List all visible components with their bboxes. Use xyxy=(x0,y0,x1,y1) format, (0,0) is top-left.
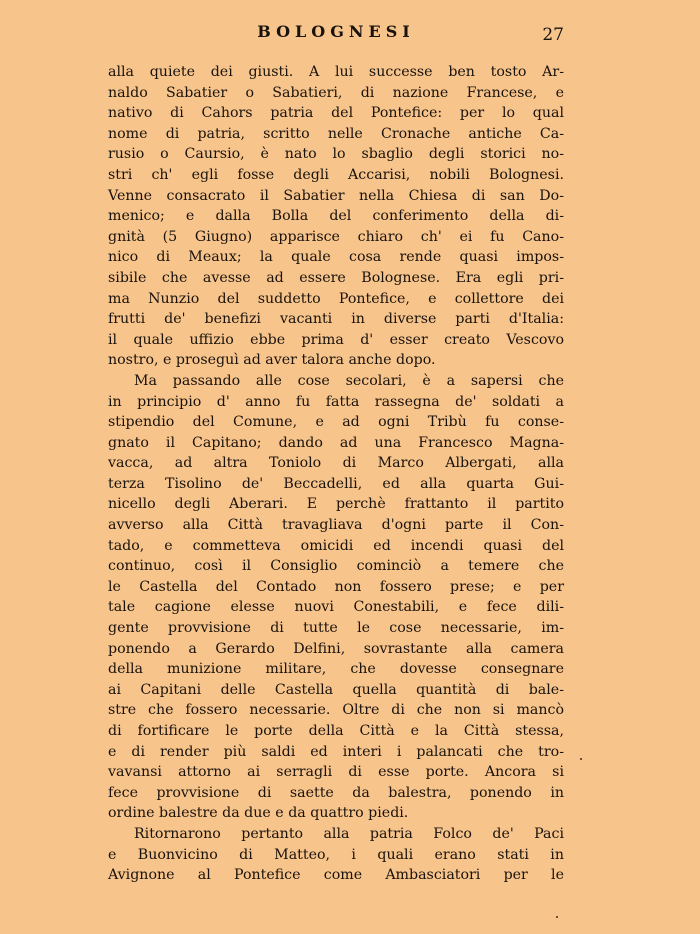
text-line: nostro, e proseguì ad aver talora anche dopo. xyxy=(108,352,436,369)
text-line: alla quiete dei giusti. A lui successe ben tosto Ar- xyxy=(108,64,564,80)
running-title: BOLOGNESI xyxy=(257,22,415,41)
text-line: nome di patria, scritto nelle Cronache antiche Ca- xyxy=(108,125,564,142)
text-line: Ritornarono pertanto alla patria Folco de' Paci xyxy=(134,825,564,842)
text-line: ordine balestre da due e da quattro piedi. xyxy=(108,805,409,822)
text-line: e di render più saldi ed interi i palancati che tro- xyxy=(108,743,564,760)
ink-speck xyxy=(556,916,558,918)
text-line: vavansi attorno ai serragli di esse porte. Ancora si xyxy=(108,764,564,781)
text-line: frutti de' benefizi vacanti in diverse parti d'Italia: xyxy=(108,311,564,328)
running-head xyxy=(108,22,564,44)
text-line: vacca, ad altra Toniolo di Marco Albergati, alla xyxy=(108,455,564,472)
text-line: ai Capitani delle Castella quella quantità di bale- xyxy=(108,681,564,698)
text-line: stipendio del Comune, e ad ogni Tribù fu conse- xyxy=(108,414,564,431)
text-line: le Castella del Contado non fossero prese; e per xyxy=(108,578,564,595)
text-line: ma Nunzio del suddetto Pontefice, e collettore dei xyxy=(108,290,564,307)
text-line: tale cagione elesse nuovi Conestabili, e fece dili- xyxy=(108,599,564,616)
text-line: fece provvisione di saette da balestra, ponendo in xyxy=(108,784,564,801)
text-line: e Buonvicino di Matteo, i quali erano stati in xyxy=(108,846,564,863)
text-line: stri ch' egli fosse degli Accarisi, nobili Bolognesi. xyxy=(108,166,564,183)
text-line: naldo Sabatier o Sabatieri, di nazione Francese, e xyxy=(108,84,564,101)
text-line: continuo, così il Consiglio cominciò a temere che xyxy=(108,558,564,575)
text-line: menico; e dalla Bolla del conferimento della di- xyxy=(108,208,564,225)
page-number: 27 xyxy=(542,25,564,45)
text-line: terza Tisolino de' Beccadelli, ed alla quarta Gui- xyxy=(108,475,564,492)
text-line: avverso alla Città travagliava d'ogni parte il Con- xyxy=(108,517,564,534)
text-line: gnato il Capitano; dando ad una Francesco Magna- xyxy=(108,434,564,451)
text-line: rusio o Caursio, è nato lo sbaglio degli storici no- xyxy=(108,146,564,163)
body-text xyxy=(108,62,564,886)
text-line: tado, e commetteva omicidi ed incendi quasi del xyxy=(108,537,564,554)
paragraph xyxy=(108,371,564,824)
text-line: Ma passando alle cose secolari, è a sapersi che xyxy=(134,372,564,389)
text-line: nico di Meaux; la quale cosa rende quasi impos- xyxy=(108,249,564,266)
text-line: stre che fossero necessarie. Oltre di che non si mancò xyxy=(108,702,564,719)
text-line: di fortificare le porte della Città e la Città stessa, xyxy=(108,723,564,739)
text-line: gente provvisione di tutte le cose necessarie, im- xyxy=(108,620,564,637)
text-line: ponendo a Gerardo Delfini, sovrastante alla camera xyxy=(108,640,564,657)
text-line: della munizione militare, che dovesse consegnare xyxy=(108,661,564,678)
text-line: sibile che avesse ad essere Bolognese. Era egli pri- xyxy=(108,269,564,286)
text-line: il quale uffizio ebbe prima d' esser creato Vescovo xyxy=(108,331,564,348)
paragraph xyxy=(108,824,564,886)
text-line: Avignone al Pontefice come Ambasciatori per le xyxy=(108,867,564,884)
paragraph xyxy=(108,62,564,371)
text-line: nativo di Cahors patria del Pontefice: per lo qual xyxy=(108,105,564,122)
text-line: Venne consacrato il Sabatier nella Chiesa di san Do- xyxy=(108,187,564,204)
ink-speck xyxy=(580,758,582,760)
text-line: nicello degli Aberari. E perchè frattanto il partito xyxy=(108,496,564,513)
text-line: gnità (5 Giugno) apparisce chiaro ch' ei fu Cano- xyxy=(108,228,564,245)
text-line: in principio d' anno fu fatta rassegna de' soldati a xyxy=(108,393,564,410)
